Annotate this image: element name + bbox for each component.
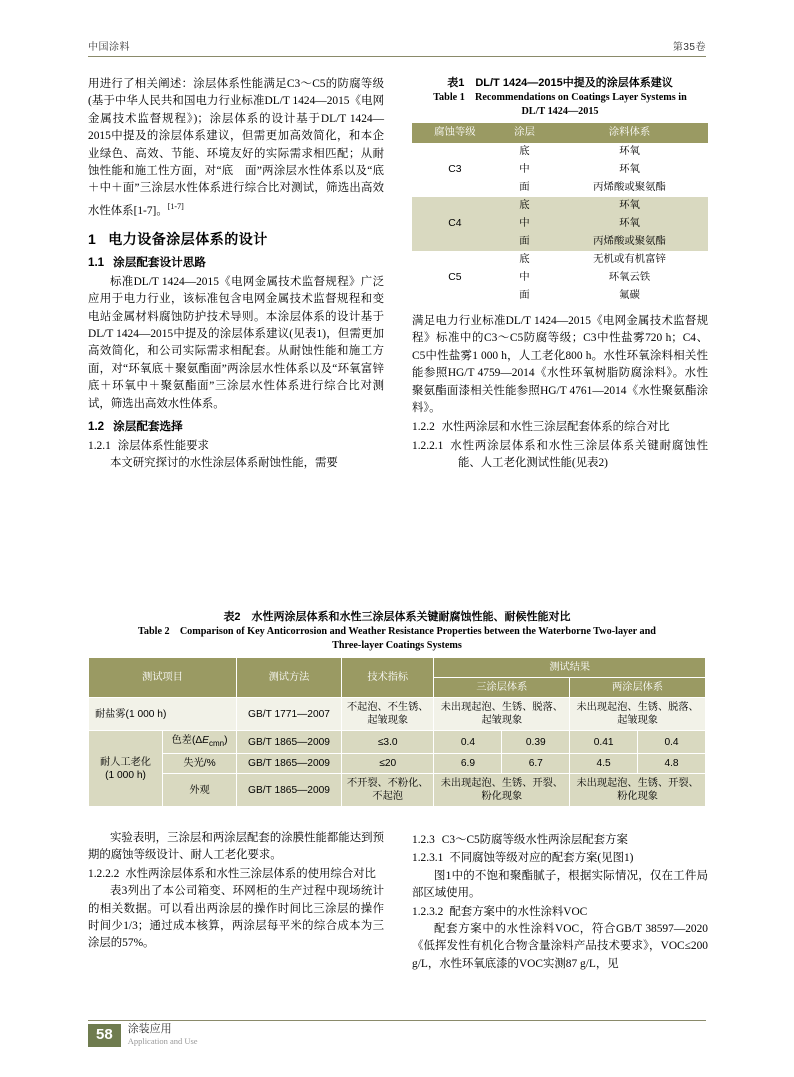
footer-divider (88, 1020, 706, 1021)
heading-section-1-2-3-1-number: 1.2.3.1 (412, 852, 444, 865)
table-2-item: 耐盐雾(1 000 h) (89, 698, 237, 731)
table-2-two-layer-result: 未出现起泡、生锈、脱落、起皱现象 (570, 698, 706, 731)
heading-section-1-2-2-title: 水性两涂层和水性三涂层配套体系的综合对比 (441, 421, 670, 434)
heading-section-1-2-3-1-title: 不同腐蚀等级对应的配套方案(见图1) (449, 852, 634, 865)
table-2-two-layer-b: 4.8 (638, 754, 706, 774)
table-1-layer: 底 (498, 197, 551, 215)
table-1-layer: 面 (498, 233, 551, 251)
table-1-system: 环氧 (551, 197, 708, 215)
table-2-method: GB/T 1865—2009 (237, 774, 342, 807)
bottom-left-paragraph-1: 实验表明，三涂层和两涂层配套的涂膜性能都能达到预期的腐蚀等级设计、耐人工老化要求。 (88, 832, 384, 862)
table-2-header-two-layer: 两涂层体系 (570, 678, 706, 698)
table-1-grade-c3: C3 (448, 164, 462, 175)
table-1-header-grade: 腐蚀等级 (412, 123, 498, 143)
table-2-method: GB/T 1865—2009 (237, 731, 342, 754)
heading-section-1-2-2-2 (88, 866, 384, 883)
heading-section-1-2-3 (412, 832, 708, 849)
page-footer (88, 1023, 706, 1047)
heading-section-1-2-2-2-title: 水性两涂层体系和水性三涂层体系的使用综合对比 (125, 867, 376, 880)
heading-section-1-2-1-title: 涂层体系性能要求 (117, 439, 209, 452)
page-header (88, 38, 706, 53)
table-2-header-method: 测试方法 (237, 658, 342, 698)
table-2-three-layer-result: 未出现起泡、生锈、脱落、起皱现象 (434, 698, 570, 731)
heading-section-1-2-3-1 (412, 850, 708, 867)
table-2-three-layer-a: 0.4 (434, 731, 502, 754)
table-1 (412, 123, 708, 305)
left-paragraph-2: 标准DL/T 1424—2015《电网金属技术监督规程》广泛应用于电力行业，该标准包含电网金属技术监督规程和变电站金属材料腐蚀防护技术导则。本涂层体系的设计基于DL/T 1424—2015中提及的涂层体系建议(见表1)，但需更加高效简化，和公司实际需求相配套。从耐蚀性能和施工方面，对“环氧底＋聚氨酯面”两涂层水性体系以及“环氧富锌底＋环氧中＋聚氨酯面”三涂层水性体系进行综合比对测试，筛选出高效水性体系。 (88, 275, 384, 410)
table-1-header-layer: 涂层 (498, 123, 551, 143)
heading-section-1-title: 电力设备涂层体系的设计 (108, 231, 268, 248)
table-1-system: 环氧 (551, 215, 708, 233)
heading-section-1-number: 1 (88, 231, 97, 248)
heading-section-1-2-2-number: 1.2.2 (412, 421, 435, 434)
heading-section-1-1-title: 涂层配套设计思路 (113, 256, 206, 270)
table-2-header-item: 测试项目 (89, 658, 237, 698)
heading-section-1 (88, 231, 384, 248)
footer-section-cn: 涂装应用 (127, 1023, 172, 1035)
table-2-item-group (89, 731, 163, 807)
table-row (412, 143, 708, 161)
table-1-layer: 面 (519, 290, 530, 301)
table-2-three-layer-result: 未出现起泡、生锈、开裂、粉化现象 (434, 774, 570, 807)
heading-section-1-1-number: 1.1 (88, 256, 105, 270)
table-2-index: ≤20 (341, 754, 434, 774)
heading-section-1-2-3-title: C3～C5防腐等级水性两涂层配套方案 (441, 834, 628, 846)
table-row (89, 731, 706, 754)
left-column (88, 76, 384, 472)
heading-section-1-2-2-1-title: 水性两涂层体系和水性三涂层体系关键耐腐蚀性能、人工老化测试性能(见表2) (449, 439, 708, 470)
table-1-header-system: 涂料体系 (551, 123, 708, 143)
bottom-right-paragraph-1: 图1中的不饱和聚酯腻子，根据实际情况，仅在工件局部区域使用。 (412, 869, 708, 900)
heading-section-1-2-number: 1.2 (88, 420, 105, 434)
table-2-three-layer-b: 0.39 (502, 731, 570, 754)
header-volume: 第35卷 (672, 42, 706, 53)
bottom-left-paragraph-2: 表3列出了本公司箱变、环网柜的生产过程中现场统计的相关数据。可以看出两涂层的操作时间比三涂层的操作时间少1/3；通过成本核算，两涂层每平米的综合成本为三涂层的57%。 (88, 885, 384, 950)
table-1-caption-en (412, 91, 708, 119)
table-2-caption-en-line1: Table 2 Comparison of Key Anticorrosion and Weather Resistance Properties between the Waterborne Two-layer and (138, 626, 656, 637)
table-2-two-layer-result: 未出现起泡、生锈、开裂、粉化现象 (570, 774, 706, 807)
table-row (89, 774, 706, 807)
table-2-two-layer-b: 0.4 (638, 731, 706, 754)
table-1-header-row (412, 123, 708, 143)
table-2-subitem: 失光/% (163, 754, 237, 774)
table-1-system: 环氧 (619, 164, 640, 175)
table-1-caption-en-line1: Table 1 Recommendations on Coatings Layer Systems in (433, 92, 687, 103)
table-2-header-result: 测试结果 (434, 658, 706, 678)
left-paragraph-3: 本文研究探讨的水性涂层体系耐蚀性能，需要 (110, 456, 338, 469)
table-row (412, 197, 708, 215)
table-1-layer: 中 (519, 164, 530, 175)
table-2-index: 不起泡、不生锈、起皱现象 (341, 698, 434, 731)
table-2-method: GB/T 1771—2007 (237, 698, 342, 731)
right-column (412, 76, 708, 473)
table-1-system: 无机或有机富锌 (593, 254, 666, 265)
footer-section-en: Application and Use (127, 1036, 198, 1046)
heading-section-1-2-1-number: 1.2.1 (88, 439, 111, 452)
bottom-left-column (88, 830, 384, 953)
table-row (89, 754, 706, 774)
right-paragraph-1: 满足电力行业标准DL/T 1424—2015《电网金属技术监督规程》标准中的C3～C5防腐等级；C3中性盐雾720 h；C4、C5中性盐雾1 000 h，人工老化800 h。水性环氧涂料相关性能参照HG/T 4759—2014《水性环氧树脂防腐涂料》。水性聚氨酯面漆相关性能参照HG/T 4761—2014《水性聚氨酯涂料》。 (412, 315, 708, 415)
page-number: 58 (88, 1024, 121, 1047)
table-2-item-group-line2: (1 000 h) (105, 769, 146, 781)
table-2 (88, 657, 706, 807)
table-1-system: 环氧云铁 (608, 272, 651, 283)
table-1-layer: 中 (498, 215, 551, 233)
header-divider (88, 56, 706, 57)
heading-section-1-2-3-2-number: 1.2.3.2 (412, 905, 444, 918)
table-1-layer: 中 (519, 272, 530, 283)
table-2-three-layer-b: 6.7 (502, 754, 570, 774)
table-2-caption-en (88, 625, 706, 653)
table-2-block (88, 610, 706, 807)
table-2-subitem: 色差$(\Delta E_{cmn})$ (163, 731, 237, 754)
heading-section-1-2-3-number: 1.2.3 (412, 834, 435, 846)
table-1-block (412, 76, 708, 305)
table-row (412, 251, 708, 269)
table-2-two-layer-a: 0.41 (570, 731, 638, 754)
footer-section (128, 1023, 198, 1047)
table-2-header-index: 技术指标 (341, 658, 434, 698)
table-1-layer: 底 (519, 146, 530, 157)
table-2-index: 不开裂、不粉化、不起泡 (341, 774, 434, 807)
table-1-system: 丙烯酸或聚氨酯 (551, 233, 708, 251)
heading-section-1-2-title: 涂层配套选择 (113, 420, 183, 434)
table-2-header-three-layer: 三涂层体系 (434, 678, 570, 698)
bottom-right-paragraph-2: 配套方案中的水性涂料VOC，符合GB/T 38597—2020《低挥发性有机化合物含量涂料产品技术要求》，VOC≤200 g/L，水性环氧底漆的VOC实测87 g/L，见 (412, 923, 708, 970)
table-2-subitem: 外观 (163, 774, 237, 807)
header-journal-name: 中国涂料 (88, 42, 130, 53)
table-2-caption-en-line2: Three-layer Coatings Systems (332, 640, 462, 651)
heading-section-1-2-2-2-number: 1.2.2.2 (88, 867, 120, 880)
table-2-caption-cn: 表2 水性两涂层体系和水性三涂层体系关键耐腐蚀性能、耐候性能对比 (223, 611, 571, 623)
table-2-two-layer-a: 4.5 (570, 754, 638, 774)
table-2-method: GB/T 1865—2009 (237, 754, 342, 774)
table-2-item-group-line1: 耐人工老化 (100, 756, 151, 768)
table-1-grade-c5: C5 (448, 272, 462, 283)
table-2-header-row-1 (89, 658, 706, 678)
heading-section-1-1 (88, 254, 384, 271)
table-1-grade-c4: C4 (412, 197, 498, 251)
table-2-three-layer-a: 6.9 (434, 754, 502, 774)
heading-section-1-2 (88, 418, 384, 435)
table-1-layer: 面 (519, 182, 530, 193)
heading-section-1-2-1 (88, 438, 384, 455)
heading-section-1-2-2-1-number: 1.2.2.1 (412, 439, 444, 452)
left-paragraph-1: 用进行了相关阐述：涂层体系性能满足C3～C5的防腐等级(基于中华人民共和国电力行业标准DL/T 1424—2015《电网金属技术监督规程》)；涂层体系的设计基于DL/T 1424—2015中提及的涂层体系建议，但需更加高效简化，和本企业绿色、高效、节能、环境友好的实际需求相匹配；从耐蚀性能和施工性方面，对“底 面”两涂层水性体系以及“底＋中＋面”三涂层水性体系进行综合比对测试，筛选出高效水性体系[1-7]。[1-7] (88, 78, 384, 217)
table-1-caption-en-line2: DL/T 1424—2015 (521, 106, 599, 117)
table-2-index: ≤3.0 (341, 731, 434, 754)
table-1-caption-cn: 表1 DL/T 1424—2015中提及的涂层体系建议 (447, 77, 673, 89)
table-row (89, 698, 706, 731)
table-1-system: 环氧 (619, 146, 640, 157)
heading-section-1-2-3-2 (412, 904, 708, 921)
heading-section-1-2-2 (412, 419, 708, 436)
table-1-layer: 底 (519, 254, 530, 265)
heading-section-1-2-2-1 (412, 438, 708, 473)
bottom-right-column (412, 830, 708, 973)
table-1-system: 氟碳 (619, 290, 640, 301)
heading-section-1-2-3-2-title: 配套方案中的水性涂料VOC (449, 905, 588, 918)
table-1-system: 丙烯酸或聚氨酯 (593, 182, 666, 193)
